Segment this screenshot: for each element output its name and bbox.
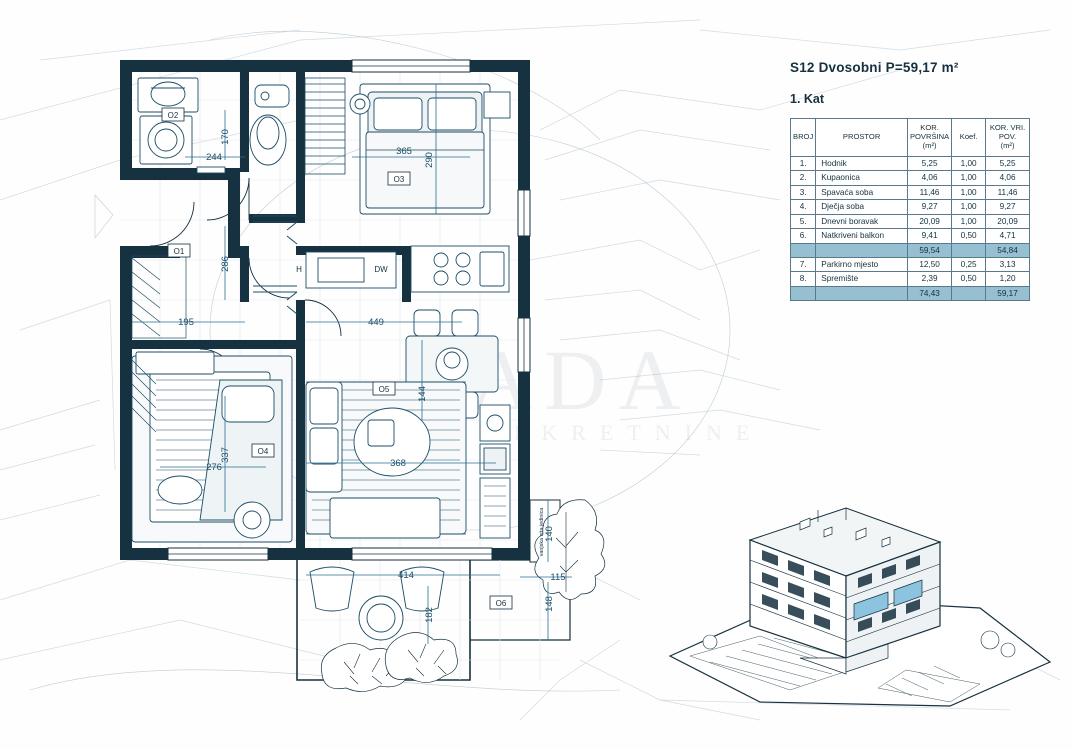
building-3d-render bbox=[650, 480, 1070, 720]
sliding-doors bbox=[253, 216, 297, 314]
svg-text:244: 244 bbox=[206, 152, 222, 163]
svg-text:414: 414 bbox=[398, 570, 414, 581]
th-koef: Koef. bbox=[952, 119, 986, 157]
svg-text:O6: O6 bbox=[495, 599, 507, 608]
floor-label: 1. Kat bbox=[790, 92, 825, 106]
svg-text:148: 148 bbox=[544, 596, 555, 612]
svg-text:vanjska vrta jedinica: vanjska vrta jedinica bbox=[539, 507, 545, 557]
svg-text:O4: O4 bbox=[257, 447, 269, 456]
table-row: 2. Kupaonica 4,06 1,00 4,06 bbox=[791, 171, 1030, 185]
table-subtotal-row: 59,54 54,84 bbox=[791, 243, 1030, 257]
svg-text:O5: O5 bbox=[378, 385, 390, 394]
svg-text:O1: O1 bbox=[173, 247, 185, 256]
title-block bbox=[790, 60, 959, 106]
svg-text:115: 115 bbox=[550, 572, 566, 583]
svg-text:DW: DW bbox=[374, 265, 388, 274]
table-row: 6. Natkriveni balkon 9,41 0,50 4,71 bbox=[791, 229, 1030, 243]
th-broj: BROJ bbox=[791, 119, 816, 157]
svg-text:140: 140 bbox=[544, 526, 555, 542]
svg-text:182: 182 bbox=[424, 607, 435, 623]
table-row: 8. Spremište 2,39 0,50 1,20 bbox=[791, 272, 1030, 286]
bedroom-main-furniture bbox=[350, 84, 510, 214]
table-row: 7. Parkirno mjesto 12,50 0,25 3,13 bbox=[791, 257, 1030, 271]
page-title: S12 Dvosobni P=59,17 m² bbox=[790, 60, 959, 75]
svg-text:276: 276 bbox=[206, 462, 222, 473]
th-prostor: PROSTOR bbox=[816, 119, 908, 157]
svg-text:337: 337 bbox=[220, 447, 231, 463]
svg-text:286: 286 bbox=[220, 256, 231, 272]
svg-text:368: 368 bbox=[390, 458, 406, 469]
svg-text:170: 170 bbox=[220, 129, 231, 145]
hall-closet bbox=[305, 78, 345, 174]
table-total-row: 74,43 59,17 bbox=[791, 286, 1030, 300]
living-room-furniture bbox=[306, 382, 466, 538]
table-row: 4. Dječja soba 9,27 1,00 9,27 bbox=[791, 200, 1030, 214]
svg-text:H: H bbox=[296, 265, 302, 274]
svg-text:449: 449 bbox=[368, 317, 384, 328]
watermark: ADA NEKRETNINE bbox=[470, 332, 764, 445]
svg-text:195: 195 bbox=[178, 317, 194, 328]
th-kor-vri-pov: KOR. VRI. POV. (m²) bbox=[986, 119, 1030, 157]
svg-text:O3: O3 bbox=[393, 175, 405, 184]
svg-text:290: 290 bbox=[424, 152, 435, 168]
th-povrsina: KOR. POVRŠINA (m²) bbox=[907, 119, 951, 157]
svg-text:144: 144 bbox=[417, 386, 428, 402]
svg-text:O2: O2 bbox=[167, 111, 179, 120]
table-row: 5. Dnevni boravak 20,09 1,00 20,09 bbox=[791, 214, 1030, 228]
bedroom-child-furniture bbox=[132, 258, 292, 542]
table-row: 3. Spavaća soba 11,46 1,00 11,46 bbox=[791, 185, 1030, 199]
area-table bbox=[790, 118, 1030, 301]
table-row: 1. Hodnik 5,25 1,00 5,25 bbox=[791, 157, 1030, 171]
table-header-row bbox=[791, 119, 1030, 157]
svg-text:365: 365 bbox=[396, 146, 412, 157]
